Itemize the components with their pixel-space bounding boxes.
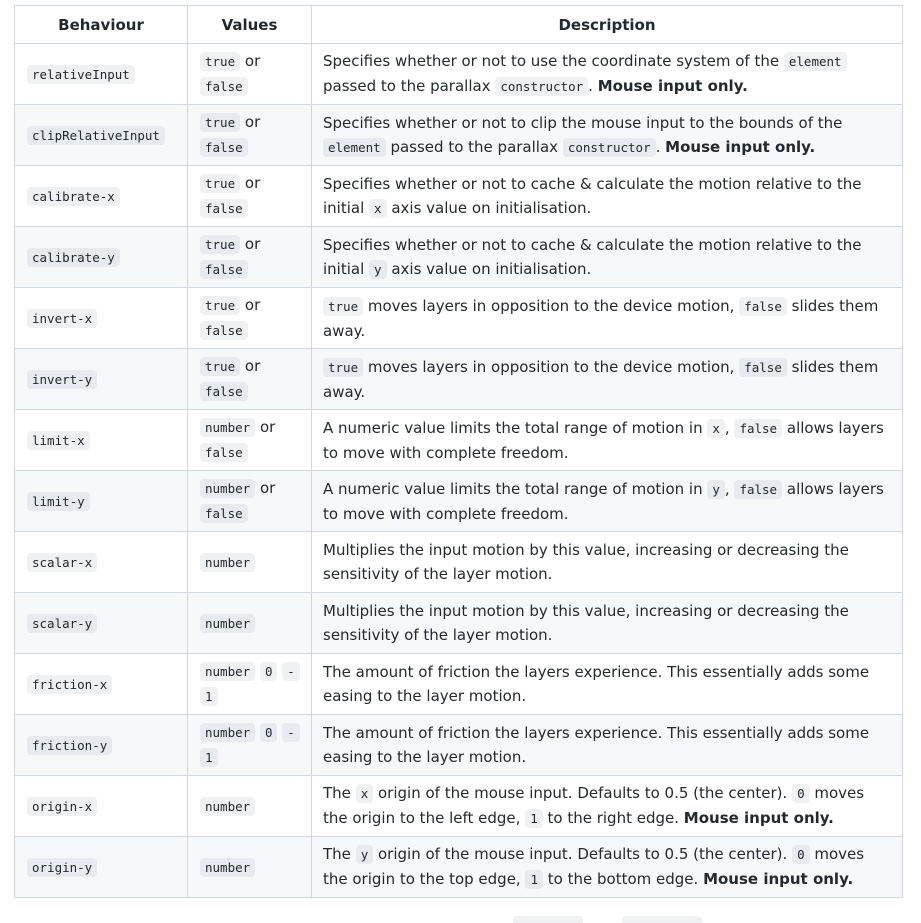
- values-cell: true or false: [188, 227, 312, 288]
- behaviour-cell: [15, 44, 188, 105]
- parallax-options-table-container: [14, 5, 902, 898]
- mouse-input-only-note: Mouse input only.: [703, 870, 854, 888]
- values-cell: number 0 - 1: [188, 654, 312, 715]
- table-row: [15, 593, 903, 654]
- behaviour-name: origin-y: [27, 858, 97, 877]
- description-cell: Specifies whether or not to cache & calculate the motion relative to the initial y axis value on initialisation.: [312, 227, 903, 288]
- behaviour-cell: [15, 837, 188, 898]
- table-row: [15, 288, 903, 349]
- description-cell: Multiplies the input motion by this value, increasing or decreasing the sensitivity of the layer motion.: [312, 593, 903, 654]
- behaviour-cell: [15, 410, 188, 471]
- behaviour-cell: [15, 532, 188, 593]
- behaviour-name: calibrate-x: [27, 187, 120, 206]
- behaviour-name: limit-x: [27, 431, 90, 450]
- description-cell: The x origin of the mouse input. Defaults to 0.5 (the center). 0 moves the origin to the left edge, 1 to the right edge. Mouse input only.: [312, 776, 903, 837]
- description-cell: A numeric value limits the total range of motion in x , false allows layers to move with complete freedom.: [312, 410, 903, 471]
- header-values: Values: [188, 6, 312, 44]
- table-row: [15, 227, 903, 288]
- behaviour-name: relativeInput: [27, 65, 135, 84]
- header-behaviour: Behaviour: [15, 6, 188, 44]
- values-cell: number 0 - 1: [188, 715, 312, 776]
- description-cell: Multiplies the input motion by this value, increasing or decreasing the sensitivity of the layer motion.: [312, 532, 903, 593]
- values-cell: number: [188, 532, 312, 593]
- table-row: [15, 166, 903, 227]
- values-cell: true or false: [188, 166, 312, 227]
- values-cell: number: [188, 776, 312, 837]
- table-row: [15, 410, 903, 471]
- behaviour-name: scalar-x: [27, 553, 97, 572]
- behaviour-cell: [15, 166, 188, 227]
- behaviour-name: clipRelativeInput: [27, 126, 165, 145]
- behaviour-name: invert-y: [27, 370, 97, 389]
- behaviour-name: origin-x: [27, 797, 97, 816]
- table-row: [15, 776, 903, 837]
- table-row: [15, 715, 903, 776]
- header-description: Description: [312, 6, 903, 44]
- values-cell: number: [188, 837, 312, 898]
- next-section-inline-code: [513, 916, 583, 923]
- values-cell: true or false: [188, 44, 312, 105]
- description-cell: Specifies whether or not to clip the mouse input to the bounds of the element passed to the parallax constructor . Mouse input only.: [312, 105, 903, 166]
- values-cell: true or false: [188, 349, 312, 410]
- values-cell: true or false: [188, 105, 312, 166]
- mouse-input-only-note: Mouse input only.: [683, 809, 834, 827]
- behaviour-name: invert-x: [27, 309, 97, 328]
- mouse-input-only-note: Mouse input only.: [597, 77, 748, 95]
- behaviour-cell: [15, 349, 188, 410]
- behaviour-cell: [15, 654, 188, 715]
- behaviour-cell: [15, 227, 188, 288]
- behaviour-name: friction-y: [27, 736, 112, 755]
- description-cell: true moves layers in opposition to the device motion, false slides them away.: [312, 288, 903, 349]
- behaviour-name: limit-y: [27, 492, 90, 511]
- values-cell: true or false: [188, 288, 312, 349]
- mouse-input-only-note: Mouse input only.: [665, 137, 816, 156]
- behaviour-cell: [15, 105, 188, 166]
- table-header-row: [15, 6, 903, 44]
- behaviour-name: scalar-y: [27, 614, 97, 633]
- parallax-options-table: [14, 5, 903, 898]
- behaviour-cell: [15, 593, 188, 654]
- description-cell: Specifies whether or not to use the coordinate system of the element passed to the parallax constructor . Mouse input only.: [312, 44, 903, 105]
- table-row: [15, 471, 903, 532]
- table-row: [15, 105, 903, 166]
- description-cell: The amount of friction the layers experience. This essentially adds some easing to the layer motion.: [312, 654, 903, 715]
- behaviour-cell: [15, 715, 188, 776]
- table-row: [15, 44, 903, 105]
- behaviour-cell: [15, 776, 188, 837]
- description-cell: A numeric value limits the total range of motion in y , false allows layers to move with complete freedom.: [312, 471, 903, 532]
- values-cell: number: [188, 593, 312, 654]
- behaviour-name: friction-x: [27, 675, 112, 694]
- description-cell: The amount of friction the layers experience. This essentially adds some easing to the layer motion.: [312, 715, 903, 776]
- values-cell: number or false: [188, 471, 312, 532]
- behaviour-cell: [15, 471, 188, 532]
- table-row: [15, 654, 903, 715]
- description-cell: The y origin of the mouse input. Defaults to 0.5 (the center). 0 moves the origin to the top edge, 1 to the bottom edge. Mouse input only.: [312, 837, 903, 898]
- description-cell: Specifies whether or not to cache & calculate the motion relative to the initial x axis value on initialisation.: [312, 166, 903, 227]
- table-row: [15, 837, 903, 898]
- table-row: [15, 532, 903, 593]
- table-row: [15, 349, 903, 410]
- description-cell: true moves layers in opposition to the device motion, false slides them away.: [312, 349, 903, 410]
- values-cell: number or false: [188, 410, 312, 471]
- behaviour-name: calibrate-y: [27, 248, 120, 267]
- next-section-inline-code: [622, 916, 702, 923]
- behaviour-cell: [15, 288, 188, 349]
